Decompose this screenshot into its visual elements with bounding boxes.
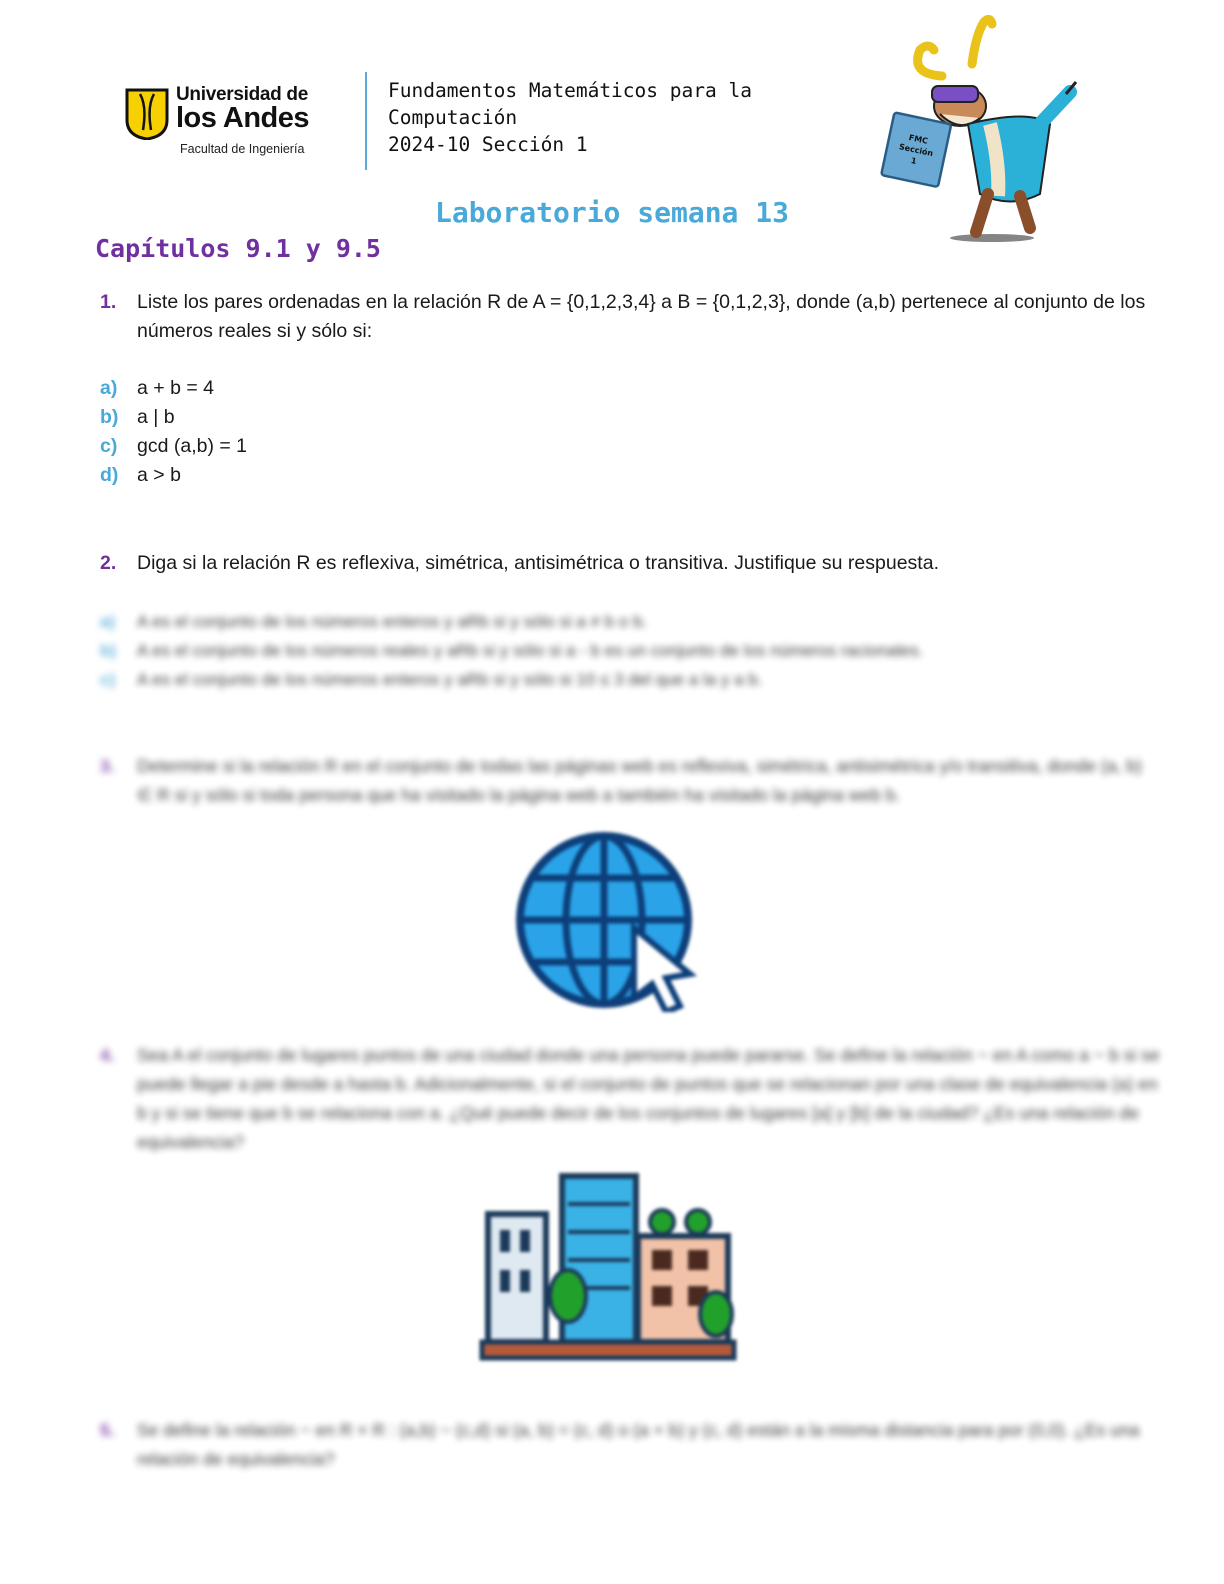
university-logo <box>124 82 324 162</box>
list-item: b) a | b <box>100 406 175 428</box>
svg-text:Sección: Sección <box>898 142 934 159</box>
course-info <box>388 77 752 158</box>
logo-faculty: Facultad de Ingeniería <box>180 142 305 156</box>
question-text: Se define la relación ~ en R × R : (a,b) ~ (c,d) si (a, b) = (c, d) o (a + b) y (c, d) están a la misma distancia para por (0,0). ¿Es una relación de equivalencia? <box>137 1420 1140 1469</box>
list-item: c) gcd (a,b) = 1 <box>100 435 248 457</box>
list-item: d) a > b <box>100 464 181 486</box>
header-divider <box>365 72 367 170</box>
question-5 <box>100 1416 1160 1474</box>
question-4 <box>100 1041 1160 1157</box>
university-crest-icon <box>124 86 170 140</box>
logo-text-line2: los Andes <box>176 102 310 134</box>
question-number: 2. <box>100 552 117 574</box>
question-text: Determine si la relación R en el conjunto de todas las páginas web es reflexiva, simétrica, antisimétrica y/o transitiva, donde (a, b) ∈ R si y sólo si toda persona que ha visitado la página web a también ha visitado la página web b. <box>137 756 1142 805</box>
question-text: Diga si la relación R es reflexiva, simétrica, antisimétrica o transitiva. Justifique su respuesta. <box>137 552 939 574</box>
course-name-line2: Computación <box>388 106 518 129</box>
mascot-book-label: FMC <box>908 133 929 146</box>
list-item: a) A es el conjunto de los números enteros y aRb si y sólo si a ≠ b o b. <box>100 612 648 631</box>
page-title: Laboratorio semana 13 <box>434 196 789 229</box>
logo-text-line1: Universidad de <box>176 84 309 105</box>
list-item: c) A es el conjunto de los números enteros y aRb si y sólo si 10 ≤ 3 del que a la y a b. <box>100 670 763 689</box>
question-number: 4. <box>100 1045 115 1065</box>
question-number: 1. <box>100 291 117 313</box>
chapters-heading: Capítulos 9.1 y 9.5 <box>95 234 381 263</box>
course-section: 2024-10 Sección 1 <box>388 133 588 156</box>
question-number: 5. <box>100 1420 115 1440</box>
globe-cursor-icon <box>512 832 700 1012</box>
list-item: a) a + b = 4 <box>100 377 214 399</box>
course-name-line1: Fundamentos Matemáticos para la <box>388 79 752 102</box>
question-3 <box>100 752 1160 810</box>
question-number: 3. <box>100 756 115 776</box>
svg-text:1: 1 <box>910 155 918 166</box>
city-buildings-icon <box>476 1170 740 1370</box>
question-text: Liste los pares ordenadas en la relación R de A = {0,1,2,3,4} a B = {0,1,2,3}, donde (a,b) pertenece al conjunto de los números reales si y sólo si: <box>137 291 1146 342</box>
question-1 <box>100 288 1160 346</box>
question-2 <box>100 549 1160 578</box>
list-item: b) A es el conjunto de los números reales y aRb si y sólo si a - b es un conjunto de los números racionales. <box>100 641 924 660</box>
question-text: Sea A el conjunto de lugares puntos de una ciudad donde una persona puede pararse. Se define la relación ~ en A como a ~ b si se puede llegar a pie desde a hasta b. Adicionalmente, si el conjunto de puntos que se relacionan por una clase de equivalencia (a) en b y si se tiene que b se relaciona con a. ¿Qué puede decir de los conjuntos de lugares [a] y [b] de la ciudad? ¿Es una relación de equivalencia? <box>137 1045 1160 1152</box>
